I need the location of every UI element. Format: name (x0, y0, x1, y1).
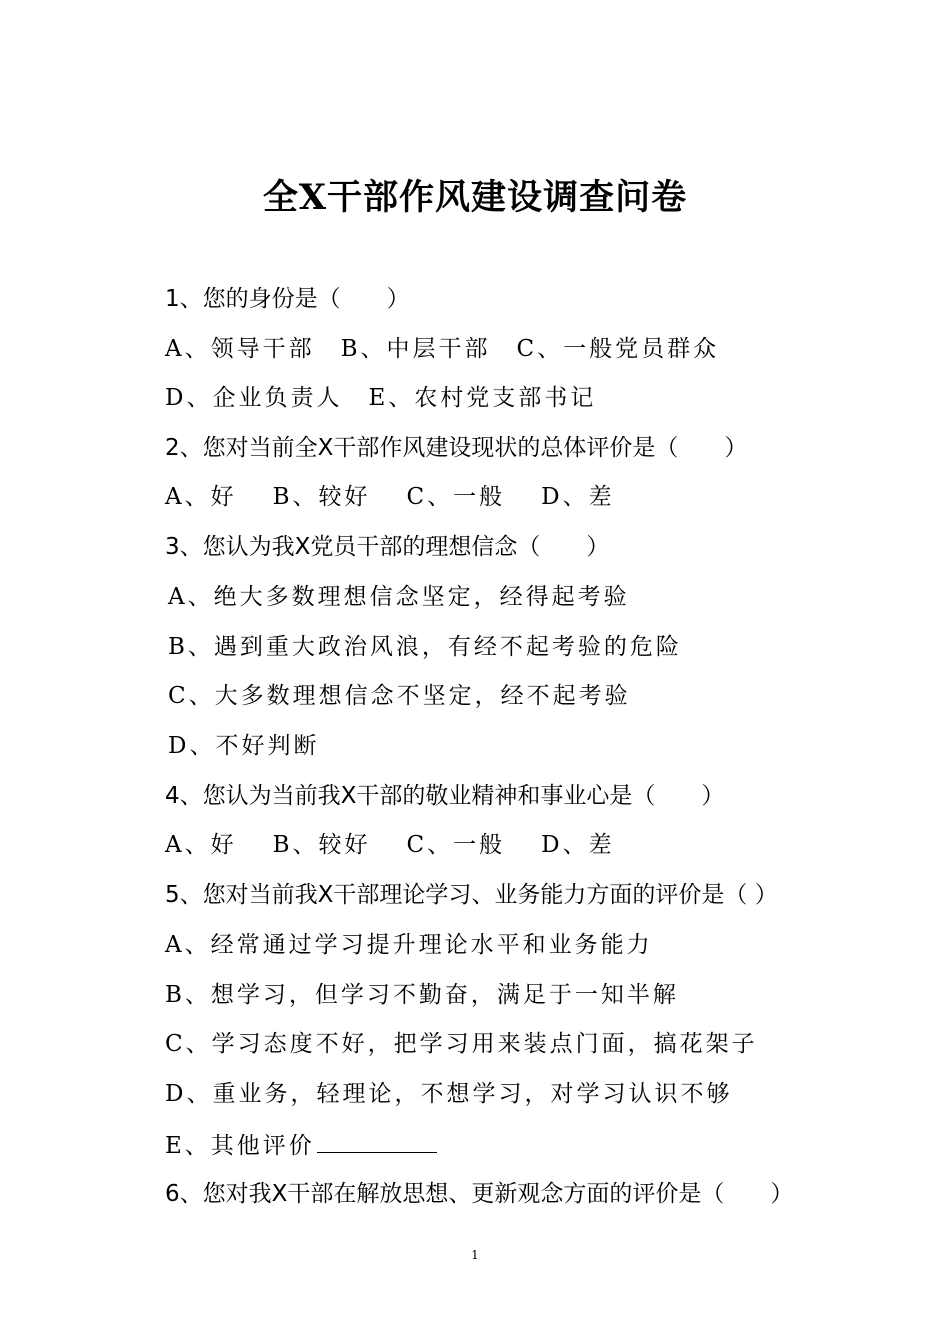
q4-option-a: A、好 (165, 832, 237, 858)
question-1-options-row-2 (165, 380, 596, 416)
question-5: 5、您对当前我X干部理论学习、业务能力方面的评价是（ ） (165, 882, 778, 908)
page-number: 1 (471, 1248, 479, 1262)
q1-option-a: A、领导干部 (165, 336, 315, 362)
question-4: 4、您认为当前我X干部的敬业精神和事业心是（ ） (165, 783, 725, 809)
q2-option-a: A、好 (165, 484, 237, 510)
q5-option-c: C、学习态度不好，把学习用来装点门面，搞花架子 (165, 1031, 758, 1057)
q3-option-a: A、绝大多数理想信念坚定，经得起考验 (168, 584, 630, 610)
q5-option-e: E、其他评价 (165, 1133, 315, 1159)
q3-option-b: B、遇到重大政治风浪，有经不起考验的危险 (168, 634, 682, 660)
question-4-options (165, 827, 615, 863)
q2-option-b: B、较好 (272, 484, 371, 510)
q4-option-c: C、一般 (406, 832, 506, 858)
q4-option-b: B、较好 (272, 832, 371, 858)
q5-option-e-row (165, 1126, 437, 1162)
question-1: 1、您的身份是（ ） (165, 286, 410, 312)
q3-option-c: C、大多数理想信念不坚定，经不起考验 (168, 683, 631, 709)
q3-option-d: D、不好判断 (168, 733, 320, 759)
answer-blank-line[interactable] (317, 1126, 437, 1153)
q1-option-b: B、中层干部 (340, 336, 491, 362)
q2-option-c: C、一般 (406, 484, 506, 510)
q1-option-c: C、一般党员群众 (516, 336, 720, 362)
question-2-options (165, 479, 615, 515)
q4-option-d: D、差 (541, 832, 615, 858)
q5-option-d: D、重业务，轻理论，不想学习，对学习认识不够 (165, 1081, 733, 1107)
q5-option-a: A、经常通过学习提升理论水平和业务能力 (165, 932, 653, 958)
q5-option-b: B、想学习，但学习不勤奋，满足于一知半解 (165, 982, 679, 1008)
question-1-options-row-1 (165, 331, 719, 367)
question-6: 6、您对我X干部在解放思想、更新观念方面的评价是（ ） (165, 1181, 794, 1207)
q1-option-d: D、企业负责人 (165, 385, 343, 411)
question-3: 3、您认为我X党员干部的理想信念（ ） (165, 534, 610, 560)
q1-option-e: E、农村党支部书记 (368, 385, 597, 411)
page-title: 全X干部作风建设调查问卷 (262, 177, 688, 218)
q2-option-d: D、差 (541, 484, 615, 510)
question-2: 2、您对当前全X干部作风建设现状的总体评价是（ ） (165, 435, 748, 461)
